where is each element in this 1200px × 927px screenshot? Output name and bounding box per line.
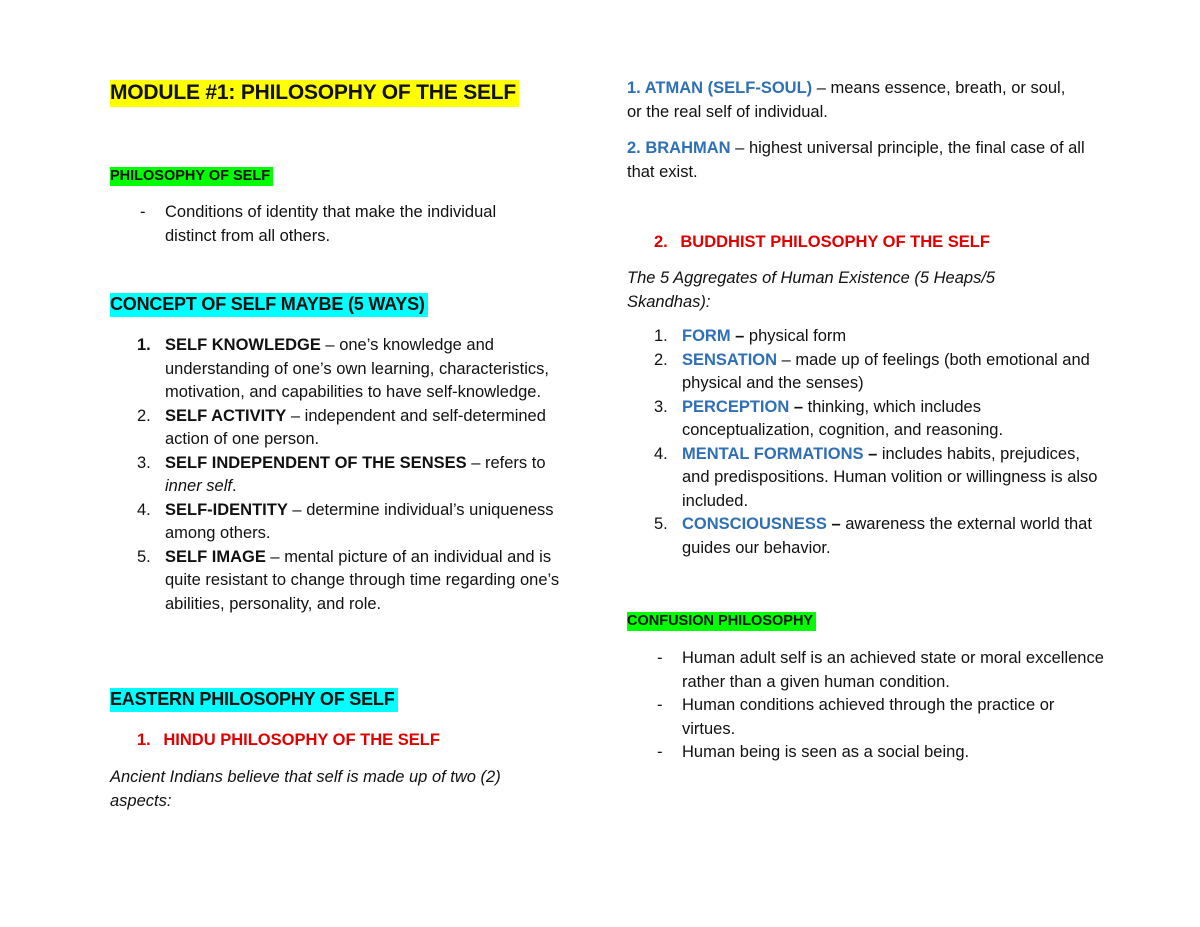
list-item-text: Human adult self is an achieved state or moral excellence rather than a given human condition. [682, 649, 1104, 691]
hindu-heading-text: HINDU PHILOSOPHY OF THE SELF [163, 731, 440, 749]
list-marker: 2. [654, 350, 668, 369]
term-dash: – [826, 515, 841, 533]
list-item [627, 741, 1107, 765]
definition: – determine individual’s uniqueness among others. [165, 500, 554, 542]
term: SENSATION [682, 350, 778, 369]
brahman-term: 2. BRAHMAN [627, 139, 731, 157]
aggregates-intro: The 5 Aggregates of Human Existence (5 Heaps/5 Skandhas): [627, 269, 996, 311]
hindu-intro: Ancient Indians believe that self is made up of two (2) aspects: [110, 768, 501, 810]
list-item-text: Conditions of identity that make the individual distinct from all others. [165, 203, 497, 245]
definition: – one’s knowledge and understanding of one’s own learning, characteristics, motivation, and capabilities to have self-knowledge. [165, 336, 550, 401]
list-item [627, 325, 1107, 349]
module-title-text: MODULE #1: PHILOSOPHY OF THE SELF [110, 80, 519, 107]
concept-of-self-list [110, 334, 580, 616]
list-marker: 1. [137, 336, 151, 354]
list-item [110, 405, 580, 452]
aggregates-list [627, 325, 1107, 560]
definition: – refers to [466, 453, 546, 472]
definition-italic: inner self [165, 477, 232, 495]
buddhist-philosophy-heading [654, 230, 990, 254]
term-dash: – [863, 444, 878, 463]
list-item [110, 201, 580, 248]
term: SELF INDEPENDENT OF THE SENSES [165, 453, 467, 472]
list-marker: 3. [137, 453, 151, 472]
list-item [627, 349, 1107, 396]
list-item-text: Human being is seen as a social being. [682, 743, 970, 761]
buddhist-heading-text: BUDDHIST PHILOSOPHY OF THE SELF [680, 233, 990, 251]
list-item [110, 452, 580, 499]
definition: – mental picture of an individual and is quite resistant to change through time regarding one’s abilities, personality, and role. [165, 547, 560, 613]
term: PERCEPTION [682, 397, 790, 416]
list-marker: - [657, 649, 663, 667]
list-item [627, 396, 1107, 443]
list-item [110, 546, 580, 617]
confusion-philosophy-heading [627, 612, 816, 631]
brahman-definition: – highest universal principle, the final case of all that exist. [627, 139, 1085, 181]
philosophy-of-self-heading [110, 167, 273, 186]
confusion-heading-text: CONFUSION PHILOSOPHY [627, 612, 816, 631]
definition: – made up of feelings (both emotional and physical and the senses) [682, 350, 1090, 392]
philosophy-of-self-list [110, 201, 580, 248]
list-item-text: Human conditions achieved through the practice or virtues. [682, 696, 1055, 738]
list-item [627, 443, 1107, 514]
list-marker: 4. [654, 444, 668, 463]
hindu-marker: 1. [137, 731, 151, 749]
list-item [627, 694, 1107, 741]
list-item [110, 334, 580, 405]
confusion-philosophy-list [627, 647, 1107, 765]
definition: physical form [744, 327, 847, 345]
term: MENTAL FORMATIONS [682, 444, 864, 463]
list-marker: 4. [137, 500, 151, 519]
definition: awareness the external world that guides our behavior. [682, 515, 1092, 557]
term-dash: – [730, 327, 745, 345]
atman-paragraph [627, 76, 1067, 124]
list-marker: 5. [654, 515, 668, 533]
list-marker: - [657, 696, 663, 714]
list-marker: 1. [654, 327, 668, 345]
concept-of-self-heading [110, 293, 428, 317]
term: SELF KNOWLEDGE [165, 336, 321, 354]
list-marker: 3. [654, 397, 668, 416]
eastern-philosophy-heading-text: EASTERN PHILOSOPHY OF SELF [110, 688, 398, 712]
concept-of-self-heading-text: CONCEPT OF SELF MAYBE (5 WAYS) [110, 293, 428, 317]
list-marker: - [657, 743, 663, 761]
definition: includes habits, prejudices, and predispositions. Human volition or willingness is also included. [682, 444, 1098, 510]
term-dash: – [789, 397, 804, 416]
term: FORM [682, 327, 731, 345]
definition: thinking, which includes conceptualization, cognition, and reasoning. [682, 397, 1004, 439]
philosophy-of-self-heading-text: PHILOSOPHY OF SELF [110, 167, 273, 186]
eastern-philosophy-heading [110, 688, 398, 712]
brahman-paragraph [627, 136, 1097, 184]
hindu-philosophy-heading [137, 728, 440, 752]
module-title [110, 80, 519, 107]
term: CONSCIOUSNESS [682, 515, 827, 533]
list-item [110, 499, 580, 546]
list-item [627, 513, 1107, 560]
list-marker: 5. [137, 547, 151, 566]
term: SELF IMAGE [165, 547, 266, 566]
list-item [627, 647, 1107, 694]
list-marker: 2. [137, 406, 151, 425]
atman-term: 1. ATMAN (SELF-SOUL) [627, 79, 813, 97]
term: SELF-IDENTITY [165, 500, 288, 519]
term: SELF ACTIVITY [165, 406, 287, 425]
atman-definition: – means essence, breath, or soul, or the real self of individual. [627, 79, 1066, 121]
buddhist-marker: 2. [654, 233, 668, 251]
definition-tail: . [231, 477, 237, 495]
list-marker: - [140, 203, 146, 221]
definition: – independent and self-determined action of one person. [165, 406, 546, 448]
